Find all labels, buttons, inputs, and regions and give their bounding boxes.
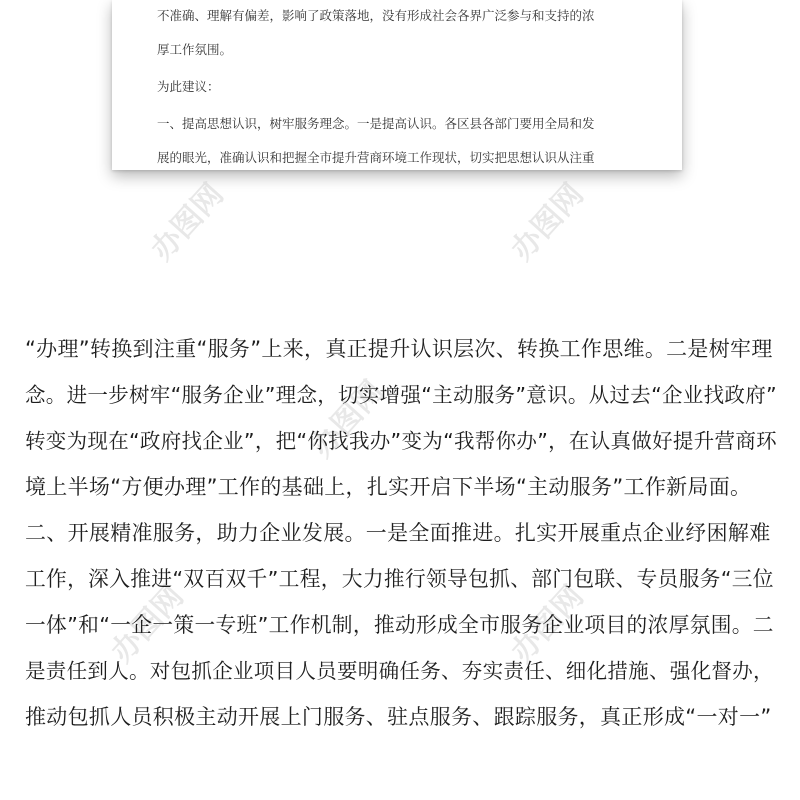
watermark: 办图网	[104, 579, 191, 670]
body-line: 二、开展精准服务，助力企业发展。一是全面推进。扎实开展重点企业纾困解难	[25, 521, 771, 545]
body-line: 念。进一步树牢“服务企业”理念，切实增强“主动服务”意识。从过去“企业找政府”	[25, 383, 777, 407]
watermark: 办图网	[144, 177, 231, 268]
watermark: 办图网	[504, 579, 591, 670]
body-line: 转变为现在“政府找企业”，把“你找我办”变为“我帮你办”，在认真做好提升营商环	[25, 429, 777, 453]
doc-line: 展的眼光，准确认识和把握全市提升营商环境工作现状，切实把思想认识从注重	[157, 150, 595, 165]
doc-line: 一、提高思想认识，树牢服务理念。一是提高认识。各区县各部门要用全局和发	[157, 116, 595, 131]
body-line: 一体”和“一企一策一专班”工作机制，推动形成全市服务企业项目的浓厚氛围。二	[25, 613, 774, 637]
doc-line: 厚工作氛围。	[157, 42, 233, 57]
body-line: 推动包抓人员积极主动开展上门服务、驻点服务、跟踪服务，真正形成“一对一”	[25, 705, 772, 729]
body-line: 是责任到人。对包抓企业项目人员要明确任务、夯实责任、细化措施、强化督办，	[25, 659, 774, 683]
doc-line: 为此建议：	[157, 79, 220, 94]
document-preview-card	[112, 0, 682, 170]
body-line: 境上半场“方便办理”工作的基础上，扎实开启下半场“主动服务”工作新局面。	[25, 475, 752, 499]
body-line: 工作，深入推进“双百双千”工程，大力推行领导包抓、部门包联、专员服务“三位	[25, 567, 774, 591]
watermark: 办图网	[304, 374, 391, 465]
watermark: 办图网	[504, 177, 591, 268]
body-line: “办理”转换到注重“服务”上来，真正提升认识层次、转换工作思维。二是树牢理	[25, 337, 773, 361]
doc-line: 不准确、理解有偏差，影响了政策落地，没有形成社会各界广泛参与和支持的浓	[157, 8, 595, 23]
